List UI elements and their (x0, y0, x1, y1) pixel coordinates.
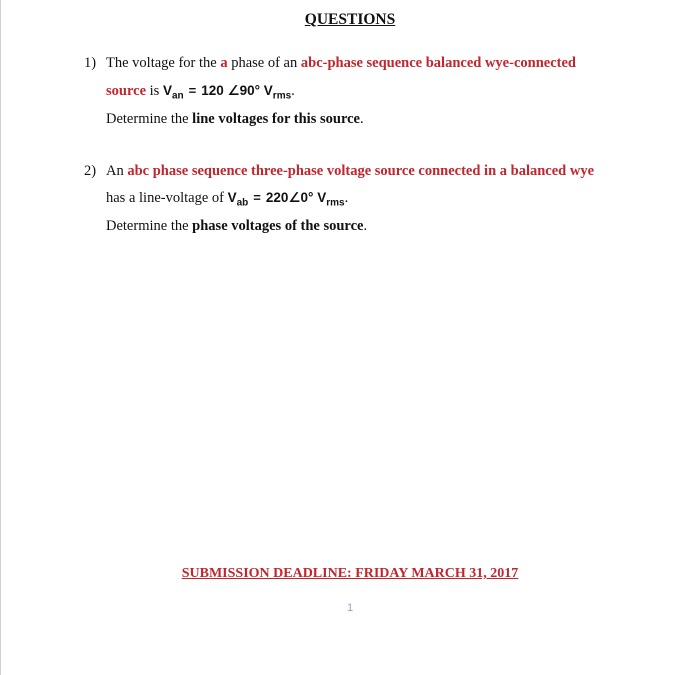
q1-highlight-sequence: abc-phase sequence balanced wye-connected (300, 55, 576, 71)
q1-text: phase of an (227, 55, 301, 71)
q1-bold-task: line voltages for this source (192, 111, 360, 127)
q2-line-voltage-expression (227, 190, 345, 209)
q2-highlight-sequence: abc phase sequence three-phase voltage source connected in a balanced wye (127, 163, 595, 179)
q2-equals: = (253, 190, 261, 205)
question-2-text-line-2 (106, 190, 348, 209)
q1-equals: = (188, 83, 197, 98)
q1-phase-voltage-expression (162, 83, 292, 102)
q1-value: 120 ∠90° (201, 83, 261, 98)
question-1-number-wrap (84, 55, 96, 72)
q2-symbol-subscript: ab (236, 197, 249, 209)
q1-symbol-subscript: an (171, 90, 184, 102)
q1-text: The voltage for the (106, 55, 221, 71)
question-2-text-line-3 (106, 218, 367, 235)
question-2-number-label: 2) (84, 163, 97, 179)
page-number: 1 (346, 602, 354, 614)
q2-text: Determine the (106, 218, 193, 234)
q1-text: Determine the (106, 111, 193, 127)
q1-period: . (291, 83, 295, 99)
question-1-number-label: 1) (84, 55, 97, 71)
q2-period: . (344, 190, 349, 206)
q2-text: An (106, 163, 128, 179)
page-title: QUESTIONS (304, 11, 396, 28)
question-1-text-line-2 (106, 83, 295, 102)
q1-highlight-source: source (106, 83, 147, 99)
q1-unit: V (263, 83, 273, 98)
q1-symbol-v: V (162, 83, 172, 98)
q1-period: . (359, 111, 364, 127)
q2-unit: V (317, 190, 327, 205)
question-1-text-line-3 (106, 111, 364, 128)
q2-symbol-v: V (227, 190, 237, 205)
q1-unit-subscript: rms (272, 90, 292, 102)
submission-deadline: SUBMISSION DEADLINE: FRIDAY MARCH 31, 2017 (181, 566, 519, 581)
q2-unit-subscript: rms (326, 197, 345, 209)
q1-highlight-a: a (220, 55, 228, 71)
q2-period: . (363, 218, 368, 234)
q1-text: is (146, 83, 163, 99)
question-1-text-line-1 (106, 55, 576, 72)
q2-value: 220∠0° (265, 190, 314, 205)
question-2-number-wrap (84, 163, 96, 180)
q2-text: has a line-voltage of (106, 190, 228, 206)
q2-bold-task: phase voltages of the source (192, 218, 364, 234)
question-2-text-line-1 (106, 163, 594, 180)
